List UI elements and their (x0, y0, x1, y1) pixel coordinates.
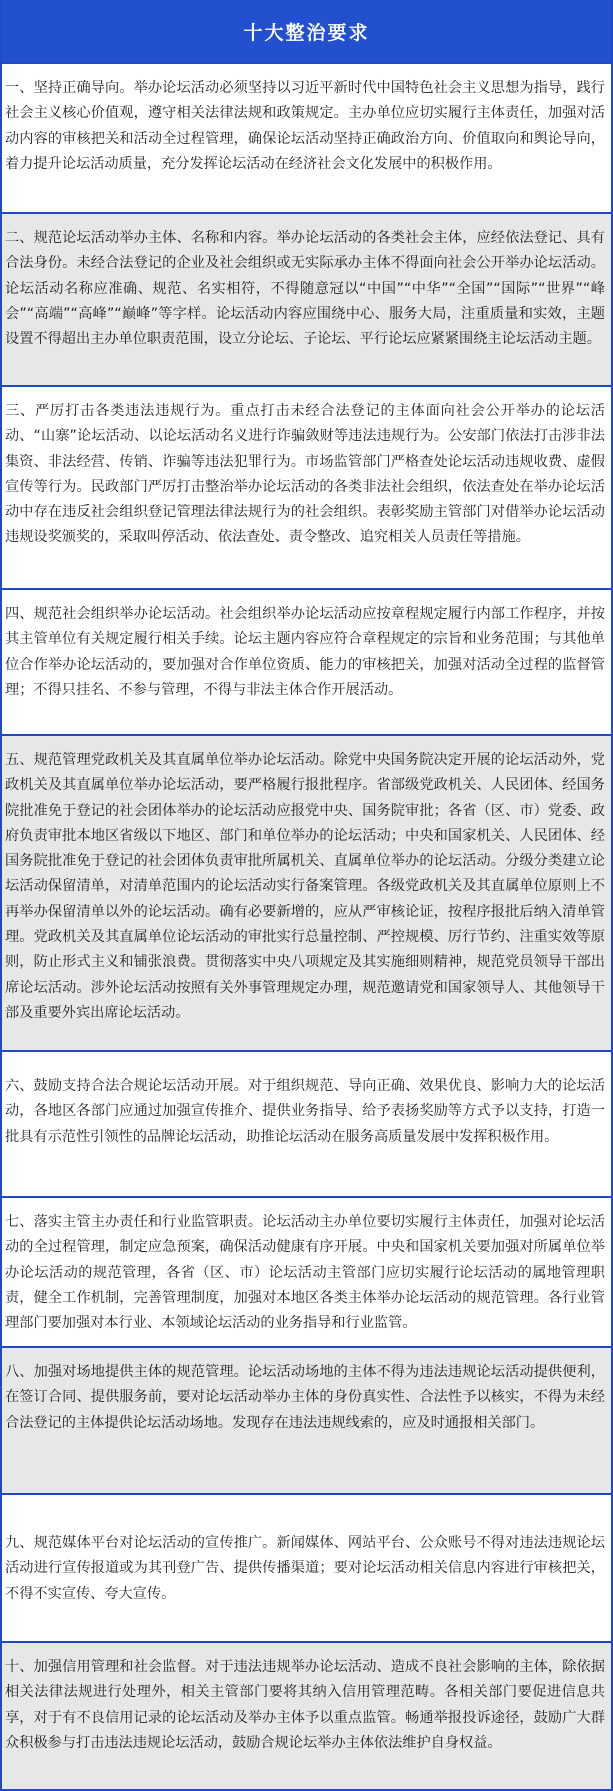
requirement-3: 三、严厉打击各类违法违规行为。重点打击未经合法登记的主体面向社会公开举办的论坛活动、“山寨”论坛活动、以论坛活动名义进行诈骗敛财等违法违规行为。公安部门依法打击涉非法集资、非法经营、传销、诈骗等违法犯罪行为。市场监管部门严格查处论坛活动违规收费、虚假宣传等行为。民政部门严厉打击整治举办论坛活动的各类非法社会组织，依法查处在举办论坛活动中存在违反社会组织登记管理法律法规行为的社会组织。表彰奖励主管部门对借举办论坛活动违规设奖颁奖的，采取叫停活动、依法查处、责令整改、追究相关人员责任等措施。 (2, 385, 611, 588)
requirement-5: 五、规范管理党政机关及其直属单位举办论坛活动。除党中央国务院决定开展的论坛活动外，党政机关及其直属单位举办论坛活动，要严格履行报批程序。省部级党政机关、人民团体、经国务院批准免于登记的社会团体举办的论坛活动应报党中央、国务院审批；各省（区、市）党委、政府负责审批本地区省级以下地区、部门和单位举办的论坛活动；中央和国家机关、人民团体、经国务院批准免于登记的社会团体负责审批所属机关、直属单位举办的论坛活动。分级分类建立论坛活动保留清单，对清单范围内的论坛活动实行备案管理。各级党政机关及其直属单位原则上不再举办保留清单以外的论坛活动。确有必要新增的，应从严审核论证，按程序报批后纳入清单管理。党政机关及其直属单位论坛活动的审批实行总量控制、严控规模、厉行节约、注重实效等原则，防止形式主义和铺张浪费。贯彻落实中央八项规定及其实施细则精神，规范党员领导干部出席论坛活动。涉外论坛活动按照有关外事管理规定办理，规范邀请党和国家领导人、其他领导干部及重要外宾出席论坛活动。 (2, 734, 611, 1050)
requirement-8: 八、加强对场地提供主体的规范管理。论坛活动场地的主体不得为违法违规论坛活动提供便利，在签订合同、提供服务前，要对论坛活动举办主体的身份真实性、合法性予以核实，不得为未经合法登记的主体提供论坛活动场地。发现存在违法违规线索的，应及时通报相关部门。 (2, 1346, 611, 1493)
requirement-6: 六、鼓励支持合法合规论坛活动开展。对于组织规范、导向正确、效果优良、影响力大的论坛活动，各地区各部门应通过加强宣传推介、提供业务指导、给予表扬奖励等方式予以支持，打造一批具有示范性引领性的品牌论坛活动，助推论坛活动在服务高质量发展中发挥积极作用。 (2, 1050, 611, 1196)
requirement-2: 二、规范论坛活动举办主体、名称和内容。举办论坛活动的各类社会主体，应经依法登记、具有合法身份。未经合法登记的企业及社会组织或无实际承办主体不得面向社会公开举办论坛活动。论坛活动名称应准确、规范、名实相符，不得随意冠以“中国”“中华”“全国”“国际”“世界”“峰会”“高端”“高峰”“巅峰”等字样。论坛活动内容应围绕中心、服务大局，注重质量和实效，主题设置不得超出主办单位职责范围，设立分论坛、子论坛、平行论坛应紧紧围绕主论坛活动主题。 (2, 212, 611, 385)
requirement-1: 一、坚持正确导向。举办论坛活动必须坚持以习近平新时代中国特色社会主义思想为指导，践行社会主义核心价值观，遵守相关法律法规和政策规定。主办单位应切实履行主体责任，加强对活动内容的审核把关和活动全过程管理，确保论坛活动坚持正确政治方向、价值取向和舆论导向，着力提升论坛活动质量，充分发挥论坛活动在经济社会文化发展中的积极作用。 (2, 62, 611, 212)
page-title-bar (2, 0, 611, 62)
requirement-10: 十、加强信用管理和社会监督。对于违法违规举办论坛活动、造成不良社会影响的主体，除依据相关法律法规进行处理外，相关主管部门要将其纳入信用管理范畴。各相关部门要促进信息共享，对于有不良信用记录的论坛活动及举办主体予以重点监管。畅通举报投诉途径，鼓励广大群众积极参与打击违法违规论坛活动，鼓励合规论坛举办主体依法维护自身权益。 (2, 1641, 611, 1789)
page-title: 十大整治要求 (243, 21, 370, 44)
requirement-7: 七、落实主管主办责任和行业监管职责。论坛活动主办单位要切实履行主体责任，加强对论坛活动的全过程管理，制定应急预案，确保活动健康有序开展。中央和国家机关要加强对所属单位举办论坛活动的规范管理，各省（区、市）论坛活动主管部门应切实履行论坛活动的属地管理职责，健全工作机制，完善管理制度，加强对本地区各类主体举办论坛活动的规范管理。各行业管理部门要加强对本行业、本领域论坛活动的业务指导和行业监管。 (2, 1196, 611, 1346)
requirement-9: 九、规范媒体平台对论坛活动的宣传推广。新闻媒体、网站平台、公众账号不得对违法违规论坛活动进行宣传报道或为其刊登广告、提供传播渠道；要对论坛活动相关信息内容进行审核把关，不得不实宣传、夸大宣传。 (2, 1493, 611, 1641)
requirement-4: 四、规范社会组织举办论坛活动。社会组织举办论坛活动应按章程规定履行内部工作程序，并按其主管单位有关规定履行相关手续。论坛主题内容应符合章程规定的宗旨和业务范围；与其他单位合作举办论坛活动的，要加强对合作单位资质、能力的审核把关，加强对活动全过程的监督管理；不得只挂名、不参与管理，不得与非法主体合作开展活动。 (2, 588, 611, 734)
